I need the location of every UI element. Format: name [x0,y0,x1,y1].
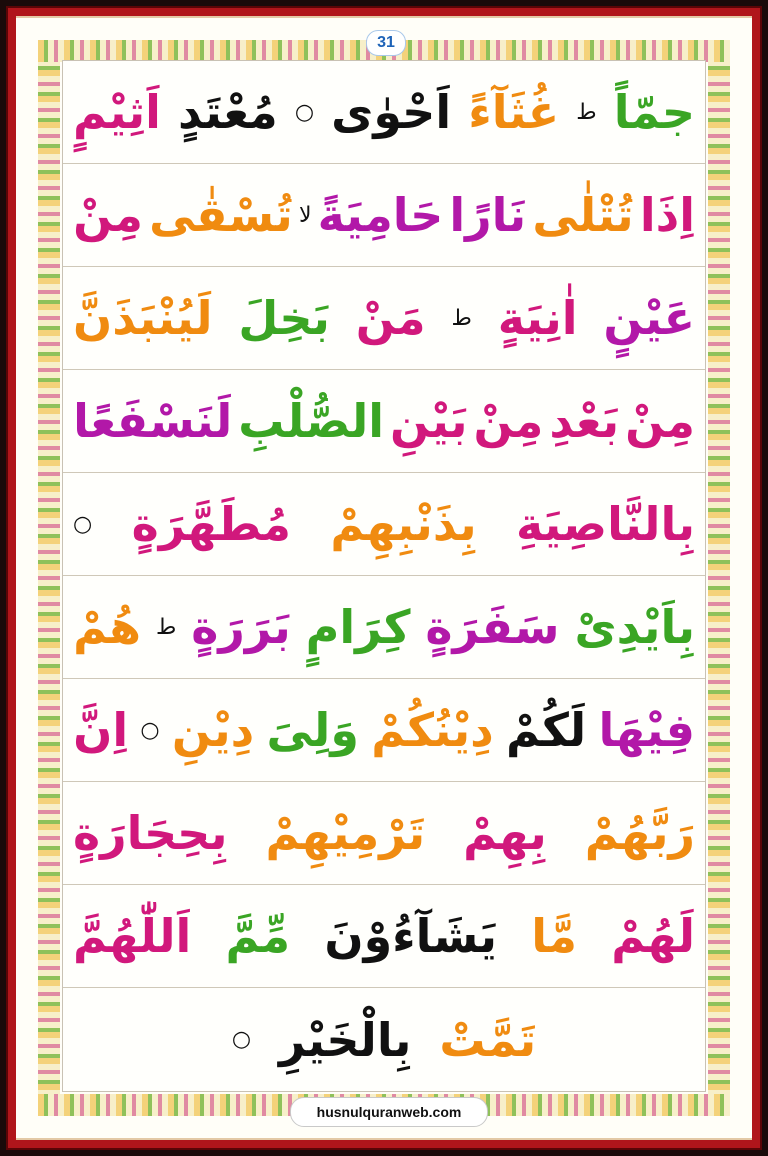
arabic-word: بَرَرَةٍ [191,600,291,654]
verse-marker: ○ [231,1027,252,1052]
arabic-word: مُطَهَّرَةٍ [131,497,291,551]
text-line-1 [63,61,705,164]
arabic-word: کِرَامٍ [305,600,411,654]
arabic-word: تَمَّتْ [439,1012,537,1067]
arabic-word: عَیْنٍ [603,291,695,345]
arabic-word: بَعْدِ [549,394,620,448]
arabic-word: حَامِیَةً [317,188,444,242]
arabic-word: فِیْهَا [598,703,695,757]
arabic-word: رَبَّهُمْ [584,806,695,860]
verse-marker: ○ [294,99,315,125]
page-number-text: 31 [377,34,395,51]
verse-marker: ○ [140,717,160,743]
text-panel [62,60,706,1092]
watermark-text: husnulquranweb.com [316,1104,462,1120]
arabic-word: غُثَآءً [468,85,560,139]
text-line-10 [63,988,705,1091]
arabic-word: بِالنَّاصِیَةِ [516,497,695,551]
arabic-word: بِهِمْ [463,806,547,860]
text-line-8 [63,782,705,885]
arabic-word: مُعْتَدٍ [177,85,278,139]
page-number-badge [366,30,406,56]
arabic-word: بَیْنِ [390,394,468,448]
text-line-3 [63,267,705,370]
arabic-word: هُمْ [73,600,142,654]
text-line-2 [63,164,705,267]
arabic-word: الصُّلْبِ [238,394,385,448]
arabic-word: اَحْوٰی [331,85,452,139]
verse-marker: ط [155,614,177,640]
arabic-word: مَنْ [355,291,426,345]
arabic-word: بَخِلَ [238,291,330,345]
arabic-word: مِّمَّ [225,909,291,963]
arabic-word: دِیْنُکُمْ [371,703,494,757]
arabic-word: نَارًا [449,188,527,242]
arabic-word: اِنَّ [73,703,129,757]
text-line-5 [63,473,705,576]
arabic-word: بِحِجَارَةٍ [73,806,228,860]
verse-marker: ط [576,99,597,125]
arabic-word: لَنَسْفَعًا [73,394,233,448]
arabic-word: مِنْ [473,394,544,448]
arabic-word: اٰنِیَةٍ [497,291,578,345]
arabic-word: سَفَرَةٍ [425,600,560,654]
arabic-word: وَلِیَ [266,703,359,757]
arabic-word: بِذَنْبِهِمْ [330,497,477,551]
arabic-word: مِنْ [625,394,695,448]
arabic-word: لَکُمْ [506,703,587,757]
arabic-word: بِاَیْدِیْ [574,600,695,654]
website-watermark [290,1097,488,1127]
arabic-word: بِالْخَیْرِ [279,1012,412,1067]
arabic-word: اَثِیْمٍ [73,85,161,139]
arabic-word: جمّاً [613,85,695,139]
arabic-word: تَرْمِیْهِمْ [265,806,426,860]
verse-marker: لا [298,202,312,228]
text-line-9 [63,885,705,988]
verse-marker: ○ [73,511,93,537]
arabic-word: مِنْ [73,188,143,242]
arabic-word: اِذَا [639,188,695,242]
arabic-word: لَهُمْ [611,909,695,963]
arabic-word: تُتْلٰی [532,188,634,242]
arabic-word: مَّا [531,909,578,963]
text-line-6 [63,576,705,679]
arabic-word: اَللّٰهُمَّ [73,909,192,963]
verse-marker: ط [451,305,472,331]
arabic-word: یَشَآءُوْنَ [324,909,498,963]
arabic-word: دِیْنِ [171,703,255,757]
arabic-word: لَیُنْبَذَنَّ [73,291,213,345]
text-line-7 [63,679,705,782]
arabic-word: تُسْقٰی [149,188,293,242]
text-line-4 [63,370,705,473]
